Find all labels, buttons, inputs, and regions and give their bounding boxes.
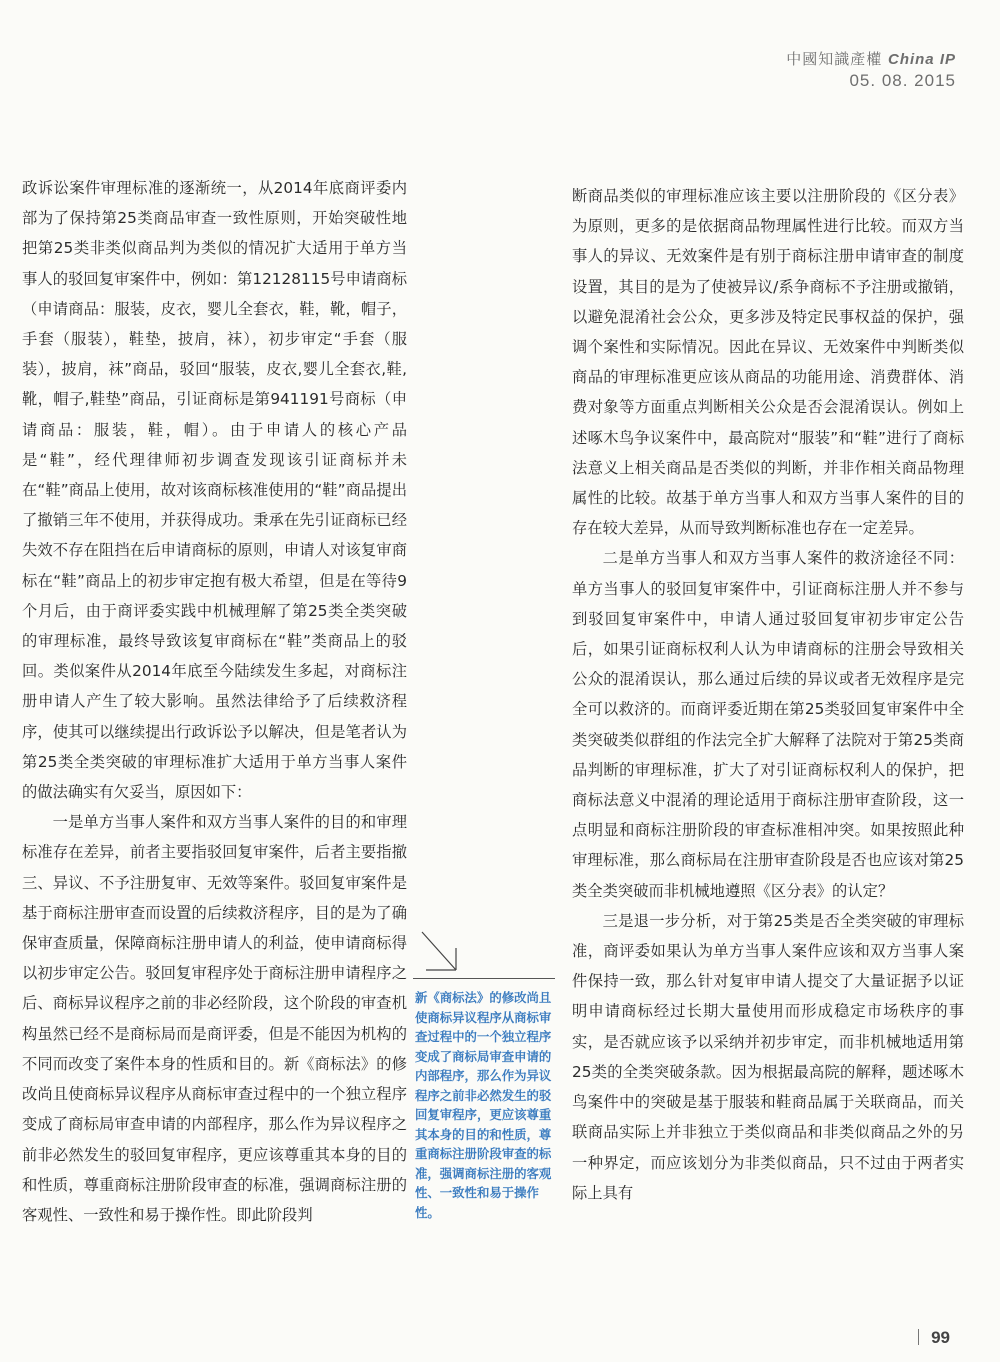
brand-chinese: 中國知識產權	[786, 50, 883, 68]
brand-english: China IP	[887, 51, 956, 68]
page-footer	[918, 1328, 950, 1348]
paragraph: 一是单方当事人案件和双方当事人案件的目的和审理标准存在差异，前者主要指驳回复审案件，后者主要指撤三、异议、不予注册复审、无效等案件。驳回复审案件是基于商标注册审查而设置的后续救济程序，目的是为了确保审查质量，保障商标注册申请人的利益，使申请商标得以初步审定公告。驳回复审程序处于商标注册申请程序之后、商标异议程序之前的非必经阶段，这个阶段的审查机构虽然已经不是商标局而是商评委，但是不能因为机构的不同而改变了案件本身的性质和目的。新《商标法》的修改尚且使商标异议程序从商标审查过程中的一个独立程序变成了商标局审查申请的内部程序，那么作为异议程序之前非必然发生的驳回复审程序，更应该尊重其本身的目的和性质，尊重商标注册阶段审查的标准，强调商标注册的客观性、一致性和易于操作性。即此阶段判	[22, 813, 407, 1224]
left-column	[22, 173, 407, 1230]
pull-quote-divider	[413, 978, 555, 979]
callout-arrow-icon	[420, 930, 460, 974]
magazine-brand	[786, 48, 956, 69]
paragraph: 政诉讼案件审理标准的逐渐统一，从2014年底商评委内部为了保持第25类商品审查一致性原则，开始突破性地把第25类非类似商品判为类似的情况扩大适用于单方当事人的驳回复审案件中，例如：第12128115号申请商标（申请商品：服装，皮衣，婴儿全套衣，鞋，靴，帽子，手套（服装），鞋垫，披肩，袜），初步审定“手套（服装），披肩，袜”商品，驳回“服装，皮衣,婴儿全套衣,鞋,靴，帽子,鞋垫”商品，引证商标是第941191号商标（申请商品：服装，鞋，帽）。由于申请人的核心产品是“鞋”，经代理律师初步调查发现该引证商标并未在“鞋”商品上使用，故对该商标核准使用的“鞋”商品提出了撤销三年不使用，并获得成功。秉承在先引证商标已经失效不存在阻挡在后申请商标的原则，申请人对该复审商标在“鞋”商品上的初步审定抱有极大希望，但是在等待9个月后，由于商评委实践中机械理解了第25类全类突破的审理标准，最终导致该复审商标在“鞋”类商品上的驳回。类似案件从2014年底至今陆续发生多起，对商标注册申请人产生了较大影响。虽然法律给予了后续救济程序，使其可以继续提出行政诉讼予以解决，但是笔者认为第25类全类突破的审理标准扩大适用于单方当事人案件的做法确实有欠妥当，原因如下：	[22, 179, 407, 802]
pull-quote-text: 新《商标法》的修改尚且使商标异议程序从商标审查过程中的一个独立程序变成了商标局审查申请的内部程序，那么作为异议程序之前非必然发生的驳回复审程序，更应该尊重其本身的目的和性质，尊重商标注册阶段审查的标准，强调商标注册的客观性、一致性和易于操作性。	[415, 990, 552, 1220]
page-number: 99	[931, 1328, 950, 1347]
paragraph: 断商品类似的审理标准应该主要以注册阶段的《区分表》为原则，更多的是依据商品物理属性进行比较。而双方当事人的异议、无效案件是有别于商标注册申请审查的制度设置，其目的是为了使被异议/系争商标不予注册或撤销，以避免混淆社会公众，更多涉及特定民事权益的保护，强调个案性和实际情况。因此在异议、无效案件中判断类似商品的审理标准更应该从商品的功能用途、消费群体、消费对象等方面重点判断相关公众是否会混淆误认。例如上述啄木鸟争议案件中，最高院对“服装”和“鞋”进行了商标法意义上相关商品是否类似的判断，并非作相关商品物理属性的比较。故基于单方当事人和双方当事人案件的目的存在较大差异，从而导致判断标准也存在一定差异。	[572, 187, 964, 538]
issue-date: 05. 08. 2015	[849, 71, 956, 90]
page-header	[786, 48, 956, 91]
footer-divider	[918, 1329, 919, 1345]
right-column	[572, 181, 964, 1208]
paragraph: 二是单方当事人和双方当事人案件的救济途径不同：单方当事人的驳回复审案件中，引证商标注册人并不参与到驳回复审案件中，申请人通过驳回复审初步审定公告后，如果引证商标权利人认为申请商标的注册会导致相关公众的混淆误认，那么通过后续的异议或者无效程序是完全可以救济的。而商评委近期在第25类驳回复审案件中全类突破类似群组的作法完全扩大解释了法院对于第25类商品判断的审理标准，扩大了对引证商标权利人的保护，把商标法意义中混淆的理论适用于商标注册审查阶段，这一点明显和商标注册阶段的审查标准相冲突。如果按照此种审理标准，那么商标局在注册审查阶段是否也应该对第25类全类突破而非机械地遵照《区分表》的认定？	[572, 549, 964, 900]
paragraph: 三是退一步分析，对于第25类是否全类突破的审理标准，商评委如果认为单方当事人案件应该和双方当事人案件保持一致，那么针对复审申请人提交了大量证据予以证明申请商标经过长期大量使用而形成稳定市场秩序的事实，是否就应该予以采纳并初步审定，而非机械地适用第25类的全类突破条款。因为根据最高院的解释，题述啄木鸟案件中的突破是基于服装和鞋商品属于关联商品，而关联商品实际上并非独立于类似商品和非类似商品之外的另一种界定，而应该划分为非类似商品，只不过由于两者实际上具有	[572, 911, 964, 1202]
